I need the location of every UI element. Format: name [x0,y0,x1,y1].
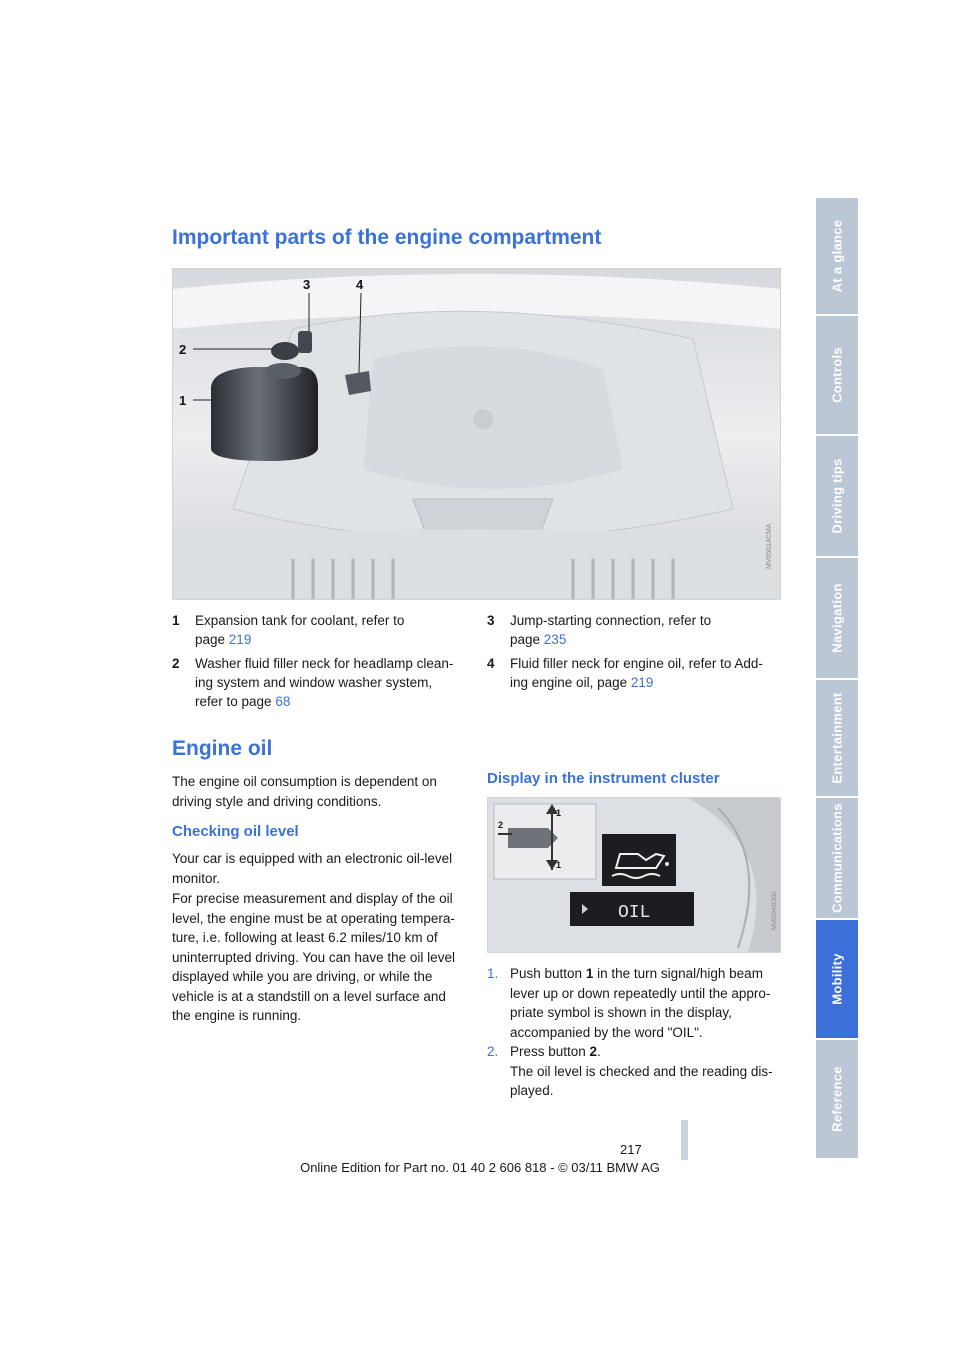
engine-compartment-illustration [173,269,780,599]
checking-paragraph-1: Your car is equipped with an electronic oil-level monitor. [172,851,453,886]
list-item: 3 Jump-starting connection, refer to page 235 [487,613,712,647]
page-link[interactable]: 219 [228,632,252,647]
callout-1: 1 [179,393,187,408]
tab-navigation[interactable]: Navigation [816,558,858,680]
list-item: 1 Expansion tank for coolant, refer to page 219 [172,613,405,647]
subsection-title-display: Display in the instrument cluster [487,770,720,787]
tab-driving-tips[interactable]: Driving tips [816,436,858,558]
tab-controls[interactable]: Controls [816,316,858,436]
page-link[interactable]: 235 [543,632,567,647]
instrument-cluster-illustration [488,798,780,952]
page-number: 217 [620,1142,642,1157]
list-item: 4 Fluid filler neck for engine oil, refer to Add- ing engine oil, page 219 [487,656,763,690]
checking-paragraph-2: For precise measurement and display of the oil level, the engine must be at operating tempera- ture, i.e. following at least 6.2 miles/10 km of uninterrupted driving. You can have the oil level displayed while you are driving, or while the vehicle is at a standstill on a level surface and the engine is running. [172,891,455,1023]
tab-entertainment[interactable]: Entertainment [816,680,858,798]
svg-text:1: 1 [556,808,562,818]
oil-display-text: OIL [618,903,651,923]
page-link[interactable]: 219 [630,675,654,690]
tab-at-a-glance[interactable]: At a glance [816,198,858,316]
figure-code: MV05014CMA [766,523,773,569]
tab-mobility[interactable]: Mobility [816,920,858,1040]
section-title-engine-oil: Engine oil [172,737,273,760]
intro-paragraph: The engine oil consumption is dependent on driving style and driving conditions. [172,774,437,809]
footer: Online Edition for Part no. 01 40 2 606 818 - © 03/11 BMW AG [300,1160,660,1175]
tab-communications[interactable]: Communications [816,798,858,920]
page-link[interactable]: 68 [275,694,291,709]
page-marker [681,1120,688,1160]
figure-code: MV05040CMA [772,890,778,930]
svg-text:2: 2 [498,820,504,830]
callout-3: 3 [303,277,311,292]
callout-2: 2 [179,342,187,357]
instrument-cluster-figure [487,797,781,953]
list-item: 2 Washer fluid filler neck for headlamp clean- ing system and window washer system, refer to page 68 [172,656,454,709]
svg-text:1: 1 [556,860,562,870]
chapter-tabs [816,198,858,1160]
engine-compartment-figure [172,268,781,600]
callout-4: 4 [356,277,364,292]
subsection-title-checking: Checking oil level [172,823,299,840]
section-title-engine-compartment: Important parts of the engine compartment [172,226,602,249]
tab-reference[interactable]: Reference [816,1040,858,1160]
